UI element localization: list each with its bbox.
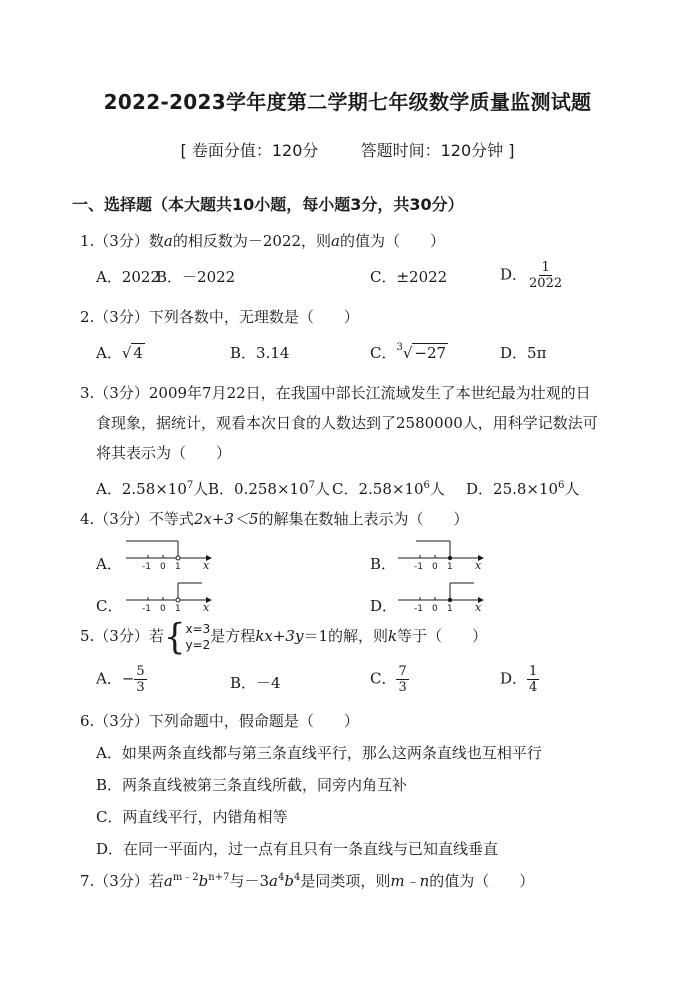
question-6: 6.（3分）下列命题中，假命题是（ ） bbox=[80, 712, 359, 730]
q1-option-b[interactable]: B．－2022 bbox=[156, 268, 236, 286]
svg-text:-1: -1 bbox=[414, 562, 423, 570]
q4-option-a[interactable]: A． bbox=[96, 555, 122, 573]
q4-number-line-a bbox=[124, 538, 214, 570]
question-2: 2.（3分）下列各数中，无理数是（ ） bbox=[80, 308, 359, 326]
q6-option-d[interactable]: D．在同一平面内，过一点有且只有一条直线与已知直线垂直 bbox=[96, 840, 499, 858]
q3-option-a[interactable]: A．$2.58\times 10^7$人 bbox=[96, 480, 209, 498]
svg-text:0: 0 bbox=[432, 562, 438, 570]
q3-option-c[interactable]: C．$2.58\times 10^6$人 bbox=[332, 480, 445, 498]
svg-text:x: x bbox=[203, 559, 210, 570]
svg-text:x: x bbox=[475, 559, 482, 570]
q1-option-d[interactable]: D． $\frac{1}{2022}$ bbox=[500, 260, 563, 291]
question-4: 4.（3分）不等式2x+3＜5的解集在数轴上表示为（ ） bbox=[80, 510, 469, 528]
q5-option-d[interactable]: D． $\frac{1}{4}$ bbox=[500, 664, 538, 695]
question-1: 1.（3分）数a的相反数为－2022，则a的值为（ ） bbox=[80, 232, 445, 250]
q3-option-b[interactable]: B．$0.258\times 10^7$人 bbox=[208, 480, 331, 498]
q1-option-a[interactable]: A．2022 bbox=[96, 268, 161, 286]
question-5: 5.（3分）若 { x=3 y=2 是方程kx+3y＝1的解，则k等于（ ） bbox=[80, 616, 488, 658]
svg-text:-1: -1 bbox=[142, 604, 151, 612]
svg-text:1: 1 bbox=[447, 562, 453, 570]
time-info: 答题时间：120分钟 bbox=[360, 141, 504, 160]
q4-option-c[interactable]: C． bbox=[96, 597, 123, 615]
svg-text:-1: -1 bbox=[414, 604, 423, 612]
q6-option-b[interactable]: B．两条直线被第三条直线所截，同旁内角互补 bbox=[96, 776, 408, 794]
q4-option-b[interactable]: B． bbox=[370, 555, 397, 573]
q2-option-b[interactable]: B．3.14 bbox=[230, 344, 290, 362]
svg-text:1: 1 bbox=[447, 604, 453, 612]
q2-option-c[interactable]: C．$^3$√ −27 bbox=[370, 342, 447, 362]
q2-option-a[interactable]: A．√ 4 bbox=[96, 344, 143, 362]
svg-text:x: x bbox=[475, 601, 482, 612]
q4-number-line-c bbox=[124, 580, 214, 612]
svg-text:x: x bbox=[203, 601, 210, 612]
bracket-left: [ bbox=[180, 141, 187, 160]
svg-text:1: 1 bbox=[175, 604, 181, 612]
svg-text:0: 0 bbox=[160, 562, 166, 570]
question-7: 7.（3分）若$a^{m﹣2}b^{n+7}$与$-3a^4b^4$是同类项，则m﹣n的值为（ ） bbox=[80, 872, 535, 890]
q3-option-d[interactable]: D．$25.8\times 10^6$人 bbox=[466, 480, 580, 498]
q4-number-line-d bbox=[396, 580, 486, 612]
svg-text:-1: -1 bbox=[142, 562, 151, 570]
q6-option-c[interactable]: C．两直线平行，内错角相等 bbox=[96, 808, 288, 826]
q5-option-b[interactable]: B．－4 bbox=[230, 674, 281, 692]
q1-option-c[interactable]: C．±2022 bbox=[370, 268, 448, 286]
svg-text:0: 0 bbox=[432, 604, 438, 612]
q2-option-d[interactable]: D．5π bbox=[500, 344, 547, 362]
question-3-line-3: 将其表示为（ ） bbox=[96, 444, 232, 462]
exam-info bbox=[0, 138, 695, 161]
q5-option-c[interactable]: C． $\frac{7}{3}$ bbox=[370, 664, 407, 695]
svg-text:1: 1 bbox=[175, 562, 181, 570]
q6-option-a[interactable]: A．如果两条直线都与第三条直线平行，那么这两条直线也互相平行 bbox=[96, 744, 542, 762]
q5-option-a[interactable]: A．− $\frac{5}{3}$ bbox=[96, 664, 145, 695]
question-3-line-2: 食现象，据统计，观看本次日食的人数达到了2580000人，用科学记数法可 bbox=[96, 414, 598, 432]
bracket-right: ] bbox=[508, 141, 515, 160]
q4-option-d[interactable]: D． bbox=[370, 597, 398, 615]
q4-number-line-b bbox=[396, 538, 486, 570]
svg-text:0: 0 bbox=[160, 604, 166, 612]
score-info: 卷面分值：120分 bbox=[191, 141, 319, 160]
page-title: 2022-2023学年度第二学期七年级数学质量监测试题 bbox=[103, 90, 592, 114]
question-3-line-1: 3.（3分）2009年7月22日，在我国中部长江流域发生了本世纪最为壮观的日 bbox=[80, 384, 591, 402]
section-heading: 一、选择题（本大题共10小题，每小题3分，共30分） bbox=[72, 195, 464, 214]
